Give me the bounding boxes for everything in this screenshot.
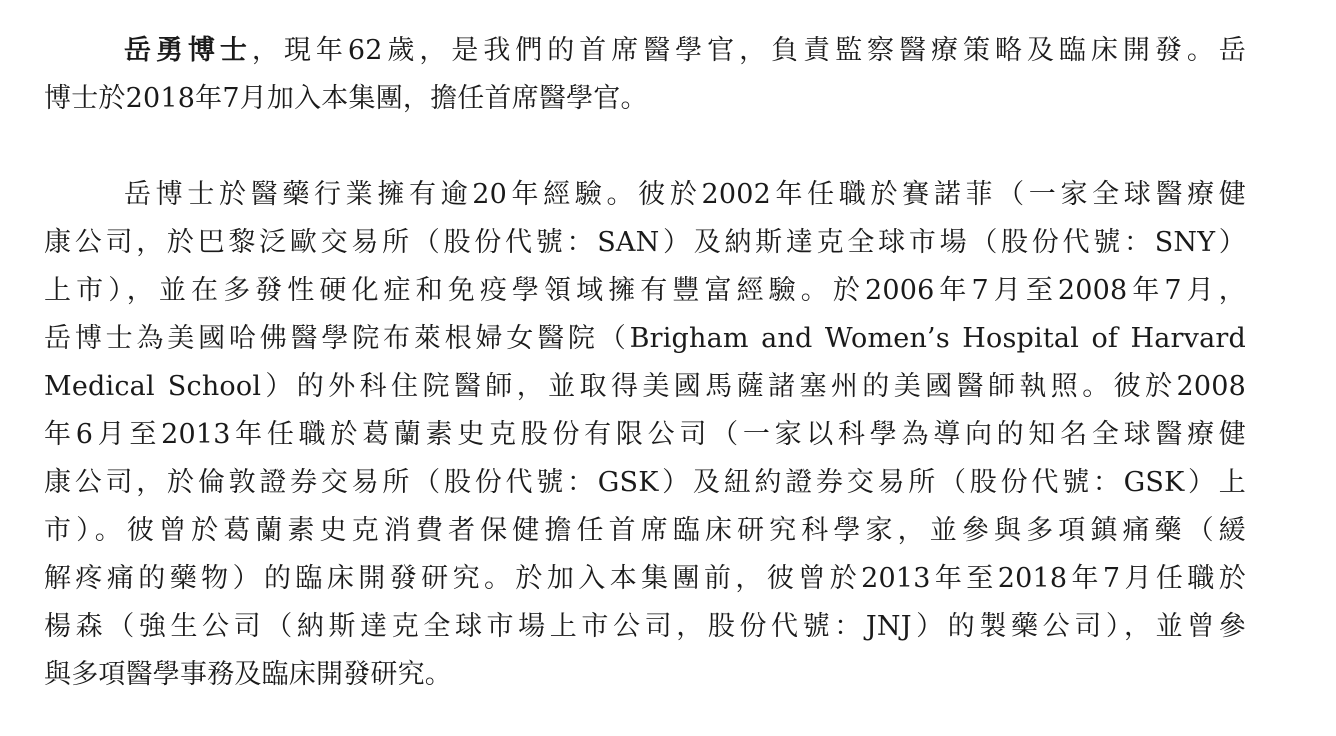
paragraph-appointment — [44, 27, 1246, 123]
paragraph-line: Medical School）的外科住院醫師，並取得美國馬薩諸塞州的美國醫師執照。彼於2008 — [44, 371, 1246, 402]
paragraph-line: 上市），並在多發性硬化症和免疫學領域擁有豐富經驗。於2006年7月至2008年7月， — [44, 275, 1246, 306]
paragraph-line: 岳博士為美國哈佛醫學院布萊根婦女醫院（Brigham and Women’s Hospital of Harvard — [44, 323, 1246, 354]
paragraph-line: 與多項醫學事務及臨床開發研究。 — [44, 659, 452, 690]
document-body — [44, 27, 1246, 699]
paragraph-line: 年6月至2013年任職於葛蘭素史克股份有限公司（一家以科學為導向的知名全球醫療健 — [44, 419, 1246, 450]
paragraph-spacer — [44, 123, 1246, 171]
paragraph-line: 楊森（強生公司（納斯達克全球市場上市公司，股份代號：JNJ）的製藥公司），並曾參 — [44, 611, 1246, 642]
paragraph-text: ，現年62歲，是我們的首席醫學官，負責監察醫療策略及臨床開發。岳 — [251, 35, 1246, 66]
paragraph-line: 岳博士於醫藥行業擁有逾20年經驗。彼於2002年任職於賽諾菲（一家全球醫療健 — [124, 179, 1246, 210]
paragraph-line: 市）。彼曾於葛蘭素史克消費者保健擔任首席臨床研究科學家，並參與多項鎮痛藥（緩 — [44, 515, 1246, 546]
paragraph-line: 康公司，於倫敦證券交易所（股份代號：GSK）及紐約證券交易所（股份代號：GSK）上 — [44, 467, 1246, 498]
director-name: 岳勇博士 — [124, 35, 252, 66]
paragraph-line — [44, 27, 1246, 75]
paragraph-line: 解疼痛的藥物）的臨床開發研究。於加入本集團前，彼曾於2013年至2018年7月任職於 — [44, 563, 1246, 594]
paragraph-line: 康公司，於巴黎泛歐交易所（股份代號：SAN）及納斯達克全球市場（股份代號：SNY） — [44, 227, 1246, 258]
paragraph-experience — [44, 171, 1246, 699]
paragraph-line: 博士於2018年7月加入本集團，擔任首席醫學官。 — [44, 83, 648, 114]
